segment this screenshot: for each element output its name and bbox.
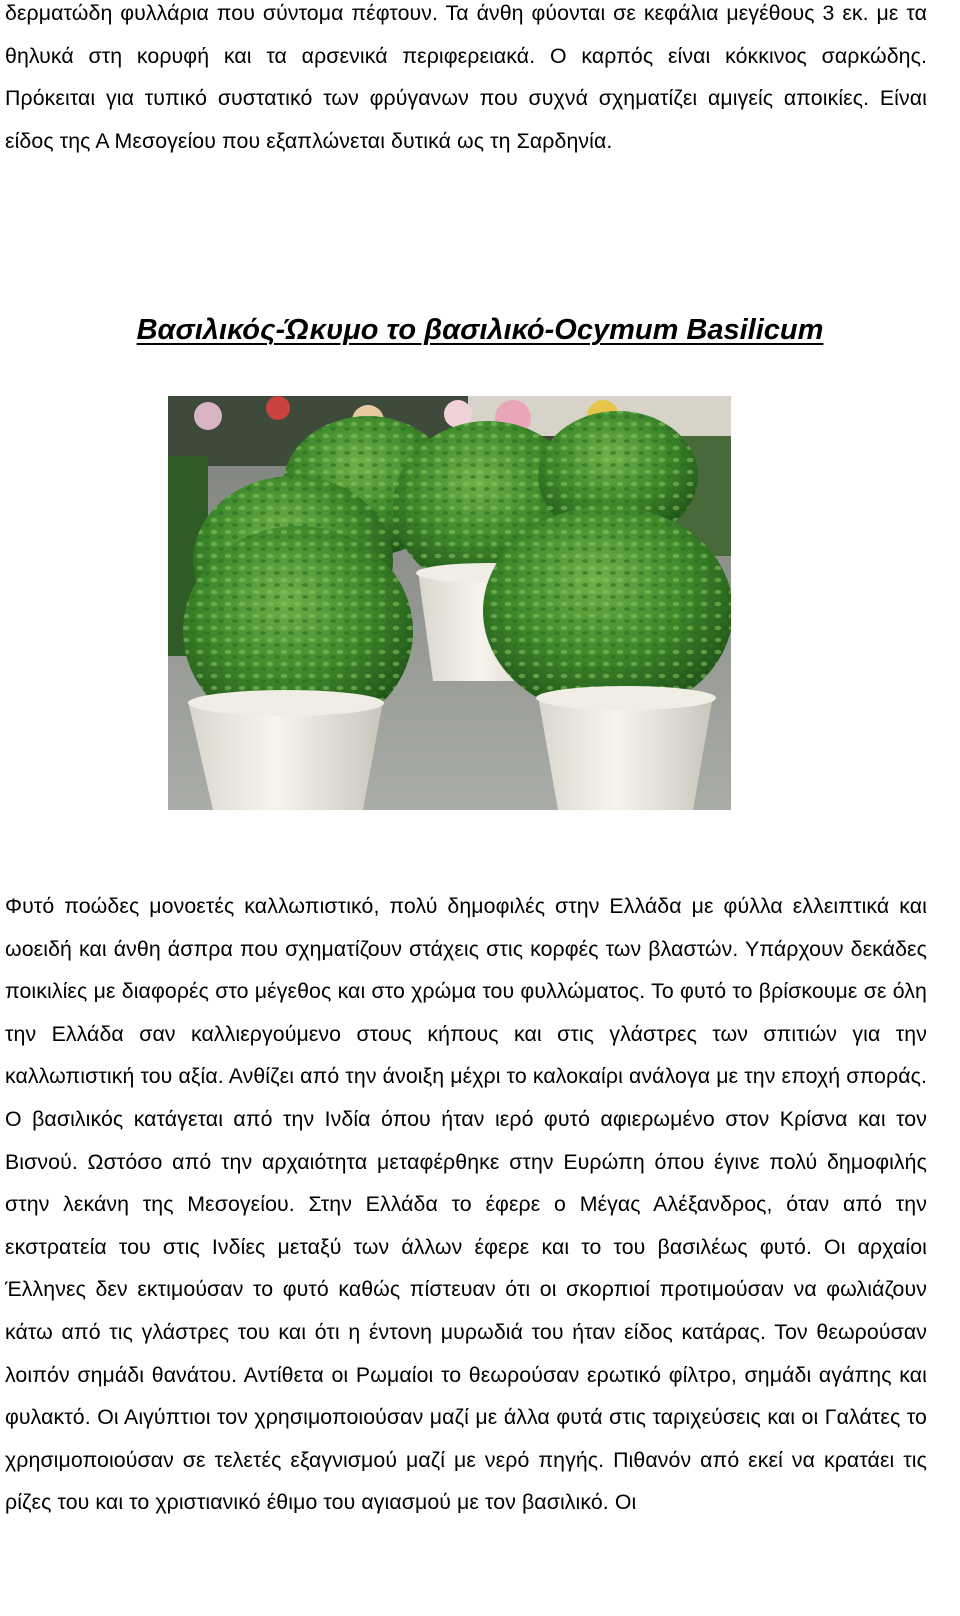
section-heading: Βασιλικός-Ώκυμο το βασιλικό-Ocymum Basilicum — [136, 314, 824, 346]
basil-photo — [168, 396, 731, 810]
basil-pots-illustration — [168, 396, 731, 810]
intro-paragraph: δερματώδη φυλλάρια που σύντομα πέφτουν. Τα άνθη φύονται σε κεφάλια μεγέθους 3 εκ. με τα θηλυκά στη κορυφή και τα αρσενικά περιφερειακά. Ο καρπός είναι κόκκινος σαρκώδης. Πρόκειται για τυπικό συστατικό των φρύγανων που συχνά σχηματίζει αμιγείς αποικίες. Είναι είδος της Α Μεσογείου που εξαπλώνεται δυτικά ως τη Σαρδηνία. — [5, 1, 927, 153]
main-paragraph: Φυτό ποώδες μονοετές καλλωπιστικό, πολύ δημοφιλές στην Ελλάδα με φύλλα ελλειπτικά και ωοειδή και άνθη άσπρα που σχηματίζουν στάχεις στις κορφές των βλαστών. Υπάρχουν δεκάδες ποικιλίες με διαφορές στο μέγεθος και στο χρώμα του φυλλώματος. Το φυτό το βρίσκουμε σε όλη την Ελλάδα σαν καλλιεργούμενο στους κήπους και στις γλάστρες των σπιτιών για την καλλωπιστική του αξία. Ανθίζει από την άνοιξη μέχρι το καλοκαίρι ανάλογα με την εποχή σποράς. Ο βασιλικός κατάγεται από την Ινδία όπου ήταν ιερό φυτό αφιερωμένο στον Κρίσνα και τον Βισνού. Ωστόσο από την αρχαιότητα μεταφέρθηκε στην Ευρώπη όπου έγινε πολύ δημοφιλής στην λεκάνη της Μεσογείου. Στην Ελλάδα το έφερε ο Μέγας Αλέξανδρος, όταν από την εκστρατεία του στις Ινδίες μεταξύ των άλλων έφερε και το του βασιλέως φυτό. Οι αρχαίοι Έλληνες δεν εκτιμούσαν το φυτό καθώς πίστευαν ότι οι σκορπιοί προτιμούσαν να φωλιάζουν κάτω από τις γλάστρες του και ότι η έντονη μυρωδιά του ήταν είδος κατάρας. Τον θεωρούσαν λοιπόν σημάδι θανάτου. Αντίθετα οι Ρωμαίοι το θεωρούσαν ερωτικό φίλτρο, σημάδι αγάπης και φυλακτό. Οι Αιγύπτιοι τον χρησιμοποιούσαν μαζί με άλλα φυτά στις ταριχεύσεις και οι Γαλάτες το χρησιμοποιούσαν σε τελετές εξαγνισμού μαζί με νερό πηγής. Πιθανόν από εκεί να κρατάει τις ρίζες του και το χριστιανικό έθιμο του αγιασμού με τον βασιλικό. Οι — [5, 894, 927, 1515]
